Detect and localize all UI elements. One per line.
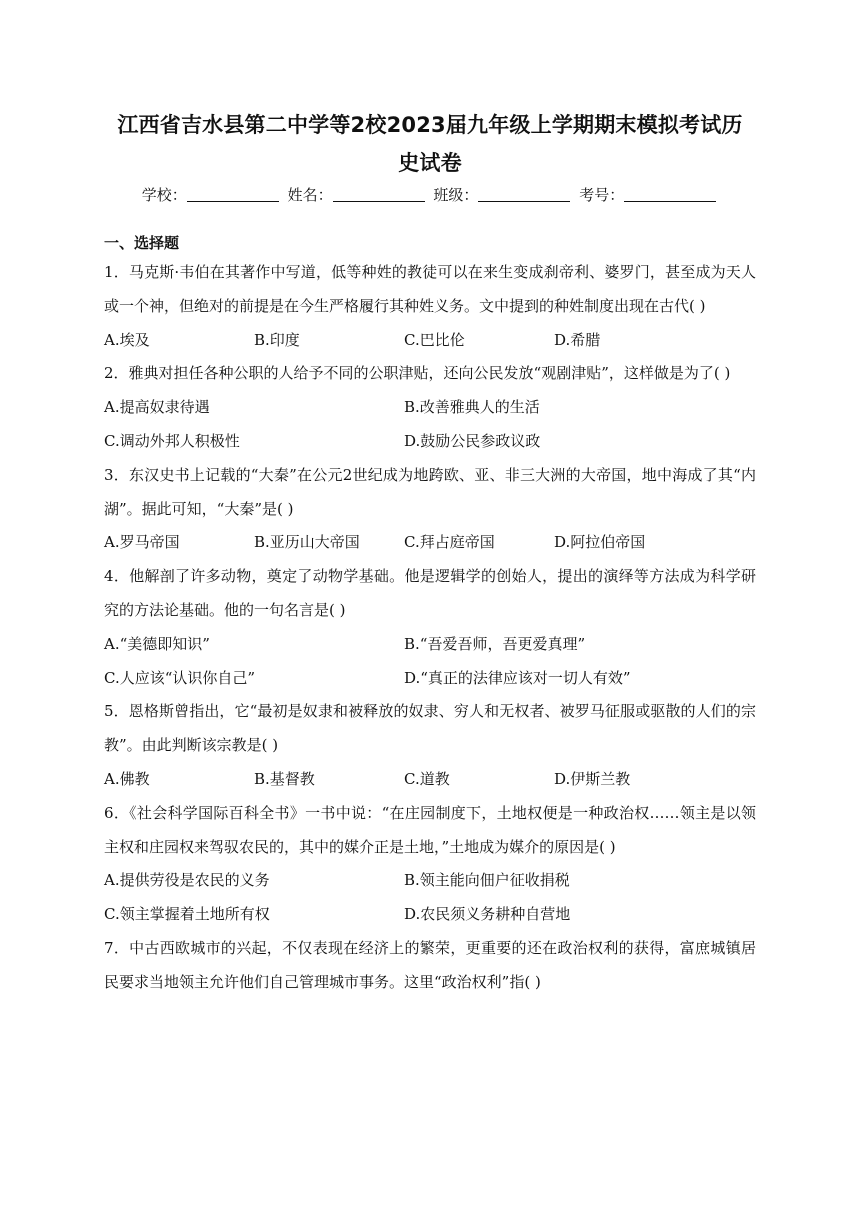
question-1 (104, 256, 756, 357)
question-stem: 7．中古西欧城市的兴起，不仅表现在经济上的繁荣，更重要的还在政治权利的获得，富庶城镇居民要求当地领主允许他们自己管理城市事务。这里“政治权利”指( ) (104, 938, 756, 991)
option-d: D.鼓励公民参政议政 (404, 431, 541, 450)
option-b: B.印度 (254, 330, 300, 349)
info-label: 学校： (141, 186, 187, 204)
option-c: C.人应该“认识你自己” (104, 668, 256, 687)
option-d: D.“真正的法律应该对一切人有效” (404, 668, 631, 687)
info-label: 班级： (433, 186, 479, 204)
option-list (104, 391, 756, 459)
option-b: B.领主能向佃户征收捐税 (404, 871, 570, 890)
question-2 (104, 357, 756, 458)
question-stem: 3．东汉史书上记载的“大秦”在公元2世纪成为地跨欧、亚、非三大洲的大帝国，地中海成了其“内湖”。据此可知，“大秦”是( ) (104, 465, 756, 518)
option-list (104, 324, 756, 358)
option-d: D.阿拉伯帝国 (554, 533, 646, 552)
option-list (104, 763, 756, 797)
option-b: B.基督教 (254, 769, 315, 788)
info-field-school (142, 182, 281, 208)
question-stem: 2．雅典对担任各种公职的人给予不同的公职津贴，还向公民发放“观剧津贴”，这样做是为了( ) (104, 364, 731, 383)
question-6 (104, 797, 756, 932)
option-a: A.罗马帝国 (104, 533, 180, 552)
option-a: A.提高奴隶待遇 (104, 398, 210, 417)
info-field-exam-number (579, 182, 718, 208)
exam-title-line-1: 江西省吉水县第二中学等2校2023届九年级上学期期末模拟考试历 (117, 113, 743, 137)
question-5 (104, 695, 756, 796)
option-a: A.佛教 (104, 769, 150, 788)
info-blank-line (333, 185, 425, 202)
student-info-row (0, 182, 860, 208)
info-blank-line (624, 185, 716, 202)
question-4 (104, 560, 756, 695)
info-field-class (433, 182, 572, 208)
option-a: A.提供劳役是农民的义务 (104, 871, 270, 890)
info-field-name (288, 182, 427, 208)
option-c: C.拜占庭帝国 (404, 533, 495, 552)
info-blank-line (478, 185, 570, 202)
option-c: C.道教 (404, 769, 450, 788)
option-c: C.巴比伦 (404, 330, 465, 349)
info-label: 考号： (579, 186, 625, 204)
info-blank-line (187, 185, 279, 202)
option-list (104, 526, 756, 560)
option-c: C.调动外邦人积极性 (104, 431, 240, 450)
option-b: B.“吾爱吾师，吾更爱真理” (404, 634, 586, 653)
option-d: D.农民须义务耕种自营地 (404, 905, 571, 924)
option-b: B.亚历山大帝国 (254, 533, 360, 552)
option-d: D.希腊 (554, 330, 601, 349)
option-list (104, 628, 756, 696)
option-c: C.领主掌握着土地所有权 (104, 905, 270, 924)
question-stem: 5．恩格斯曾指出，它“最初是奴隶和被释放的奴隶、穷人和无权者、被罗马征服或驱散的人们的宗教”。由此判断该宗教是( ) (104, 702, 756, 755)
option-b: B.改善雅典人的生活 (404, 398, 540, 417)
question-3 (104, 459, 756, 560)
section-heading: 一、选择题 (104, 234, 180, 252)
exam-title-line-2: 史试卷 (398, 151, 462, 175)
question-stem: 4．他解剖了许多动物，奠定了动物学基础。他是逻辑学的创始人，提出的演绎等方法成为科学研究的方法论基础。他的一句名言是( ) (104, 567, 756, 619)
info-label: 姓名： (287, 186, 333, 204)
question-stem: 1．马克斯·韦伯在其著作中写道，低等种姓的教徒可以在来生变成刹帝利、婆罗门，甚至成为天人或一个神，但绝对的前提是在今生严格履行其种姓义务。文中提到的种姓制度出现在古代( ) (104, 263, 756, 315)
question-list (104, 256, 756, 1000)
question-7 (104, 932, 756, 1000)
option-d: D.伊斯兰教 (554, 769, 631, 788)
option-a: A.埃及 (104, 330, 150, 349)
option-a: A.“美德即知识” (104, 634, 210, 653)
option-list (104, 864, 756, 932)
question-stem: 6．《社会科学国际百科全书》一书中说：“在庄园制度下，土地权便是一种政治权……领主是以领主权和庄园权来驾驭农民的，其中的媒介正是土地，”土地成为媒介的原因是( ) (104, 803, 756, 856)
